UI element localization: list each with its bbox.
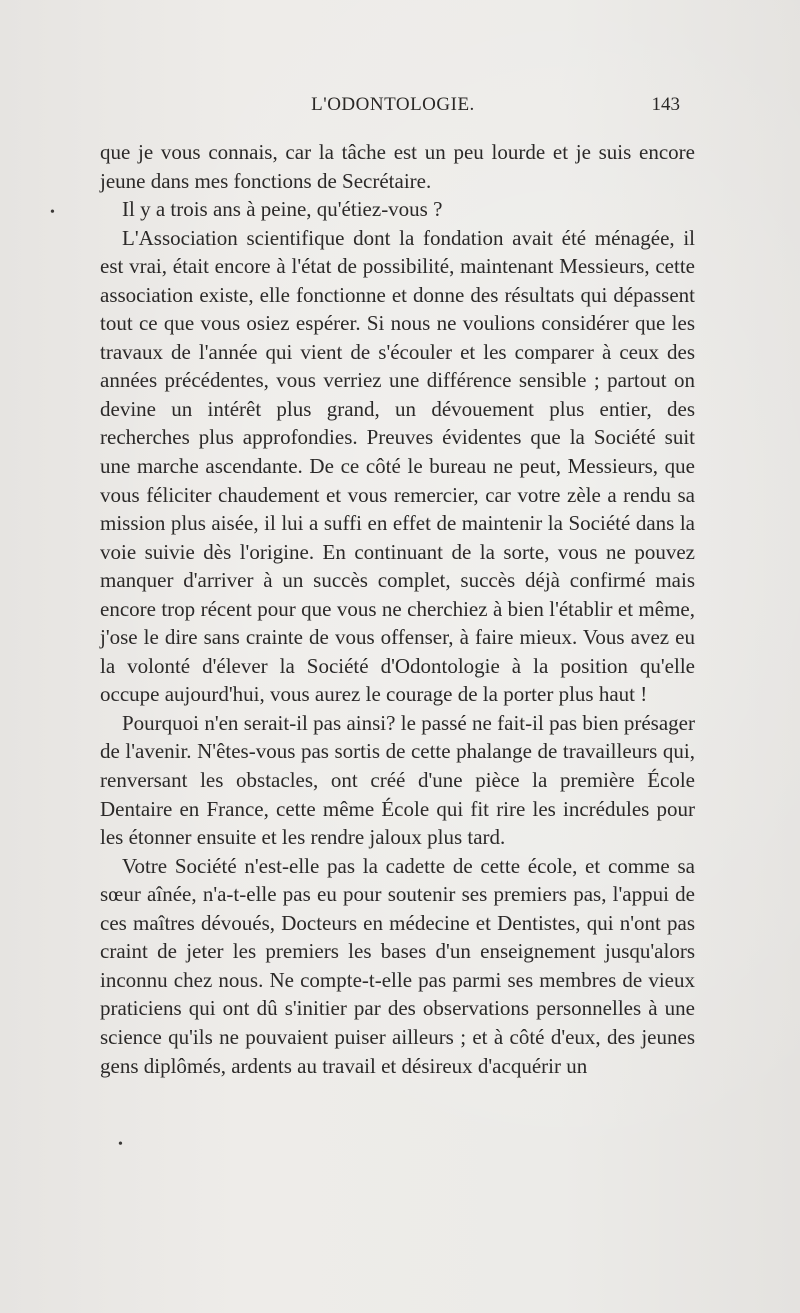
paragraph: L'Association scientifique dont la fondation avait été ménagée, il est vrai, était encore à l'état de possibilité, maintenant Messieurs, cette association existe, elle fonctionne et donne des résultats qui dépassent tout ce que vous osiez espérer. Si nous ne voulions considérer que les travaux de l'année qui vient de s'écouler et les comparer à ceux des années précédentes, vous verriez une différence sensible ; partout on devine un intérêt plus grand, un dévouement plus entier, des recherches plus approfondies. Preuves évidentes que la Société suit une marche ascendante. De ce côté le bureau ne peut, Messieurs, que vous féliciter chaudement et vous remercier, car votre zèle a rendu sa mission plus aisée, il lui a suffi en effet de maintenir la Société dans la voie suivie dès l'origine. En continuant de la sorte, vous ne pouvez manquer d'arriver à un succès complet, succès déjà confirmé mais encore trop récent pour que vous ne cherchiez à bien l'établir et même, j'ose le dire sans crainte de vous offenser, à faire mieux. Vous avez eu la volonté d'élever la Société d'Odontologie à la position qu'elle occupe aujourd'hui, vous aurez le courage de la porter plus haut ! [100, 225, 695, 707]
paragraph: Pourquoi n'en serait-il pas ainsi? le passé ne fait-il pas bien présager de l'avenir. N'êtes-vous pas sortis de cette phalange de travailleurs qui, renversant les obstacles, ont créé d'une pièce la première École Dentaire en France, cette même École qui fit rire les incrédules pour les étonner ensuite et les rendre jaloux plus tard. [100, 710, 695, 850]
page-header [100, 94, 686, 124]
body-text [100, 138, 695, 1080]
running-title: L'ODONTOLOGIE. [311, 94, 475, 115]
paragraph: que je vous connais, car la tâche est un peu lourde et je suis encore jeune dans mes fonctions de Secrétaire. [100, 140, 695, 193]
page-number: 143 [651, 94, 680, 115]
paragraph: Il y a trois ans à peine, qu'étiez-vous ? [122, 197, 443, 222]
paragraph: Votre Société n'est-elle pas la cadette de cette école, et comme sa sœur aînée, n'a-t-elle pas eu pour soutenir ses premiers pas, l'appui de ces maîtres dévoués, Docteurs en médecine et Dentistes, qui n'ont pas craint de jeter les premiers les bases d'un enseignement jusqu'alors inconnu chez nous. Ne compte-t-elle pas parmi ses membres de vieux praticiens qui ont dû s'initier par des observations personnelles à une science qu'ils ne pouvaient puiser ailleurs ; et à côté d'eux, des jeunes gens diplômés, ardents au travail et désireux d'acquérir un [100, 853, 695, 1078]
margin-dot-mark: • [50, 205, 55, 220]
margin-dot-mark: • [118, 1137, 123, 1152]
